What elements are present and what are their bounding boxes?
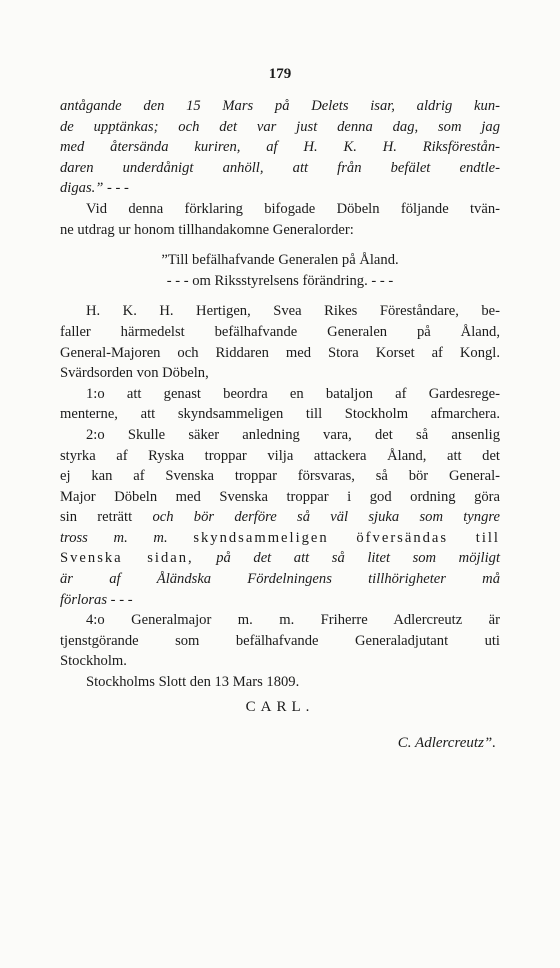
italic-span: och bör derföre så väl sjuka som tyngre: [152, 509, 500, 526]
text-line: H. K. H. Hertigen, Svea Rikes Föreståndare, be-: [86, 303, 500, 320]
text-line: 4:o Generalmajor m. m. Friherre Adlercreutz är: [86, 612, 500, 629]
order-subheading: - - - om Riksstyrelsens förändring. - - -: [166, 272, 394, 289]
text-line: [60, 507, 500, 528]
text-line: 2:o Skulle säker anledning vara, det så ansenlig: [86, 426, 500, 443]
text-line: ne utdrag ur honom tillhandakomne Generalorder:: [60, 221, 354, 238]
text-line: de upptänkas; och det var just denna dag, som jag: [60, 118, 500, 135]
text-line: förloras - - -: [60, 591, 133, 608]
signatures-2: [60, 725, 500, 757]
text-line: antågande den 15 Mars på Delets isar, aldrig kun-: [60, 98, 500, 114]
signatures: [60, 693, 500, 725]
text-span: sin reträtt: [60, 509, 133, 526]
text-line: ej kan af Svenska troppar försvaras, så bör General-: [60, 468, 500, 485]
italic-span: på det att så litet som möjligt: [216, 550, 501, 567]
text-line: General-Majoren och Riddaren med Stora Korset af Kongl.: [60, 344, 500, 361]
text-line: digas.” - - -: [60, 180, 129, 197]
signature-carl: CARL.: [245, 698, 315, 715]
spaced-span: skyndsammeligen öfversändas till: [193, 529, 500, 546]
body-text: [60, 96, 500, 757]
text-line: Stockholm.: [60, 653, 127, 670]
page-number: 179: [268, 66, 292, 82]
text-line: [60, 528, 500, 549]
text-line: Vid denna förklaring bifogade Döbeln följande tvän-: [86, 200, 500, 217]
spaced-span: Svenska sidan,: [60, 550, 194, 567]
text-line: Major Döbeln med Svenska troppar i god ordning göra: [60, 488, 500, 505]
italic-span: tross m. m.: [60, 529, 168, 546]
text-line: menterne, att skyndsammeligen till Stockholm afmarchera.: [60, 406, 500, 423]
order-heading: ”Till befälhafvande Generalen på Åland.: [161, 252, 399, 269]
text-line: styrka af Ryska troppar vilja attackera Åland, att det: [60, 447, 500, 464]
date-line: Stockholms Slott den 13 Mars 1809.: [86, 674, 300, 691]
text-line: tjenstgörande som befälhafvande Generaladjutant uti: [60, 632, 500, 649]
text-line: daren underdånigt anhöll, att från befälet endtle-: [60, 159, 500, 176]
text-line: faller härmedelst befälhafvande Generalen på Åland,: [60, 323, 500, 340]
text-line: Svärdsorden von Döbeln,: [60, 365, 209, 382]
text-line: är af Åländska Fördelningens tillhörigheter må: [60, 571, 500, 588]
text-line: [60, 548, 500, 569]
signature-adlercreutz: C. Adlercreutz”.: [397, 734, 496, 751]
text-line: med återsända kuriren, af H. K. H. Riksförestån-: [60, 139, 500, 156]
text-line: 1:o att genast beordra en bataljon af Gardesregе-: [86, 385, 500, 402]
